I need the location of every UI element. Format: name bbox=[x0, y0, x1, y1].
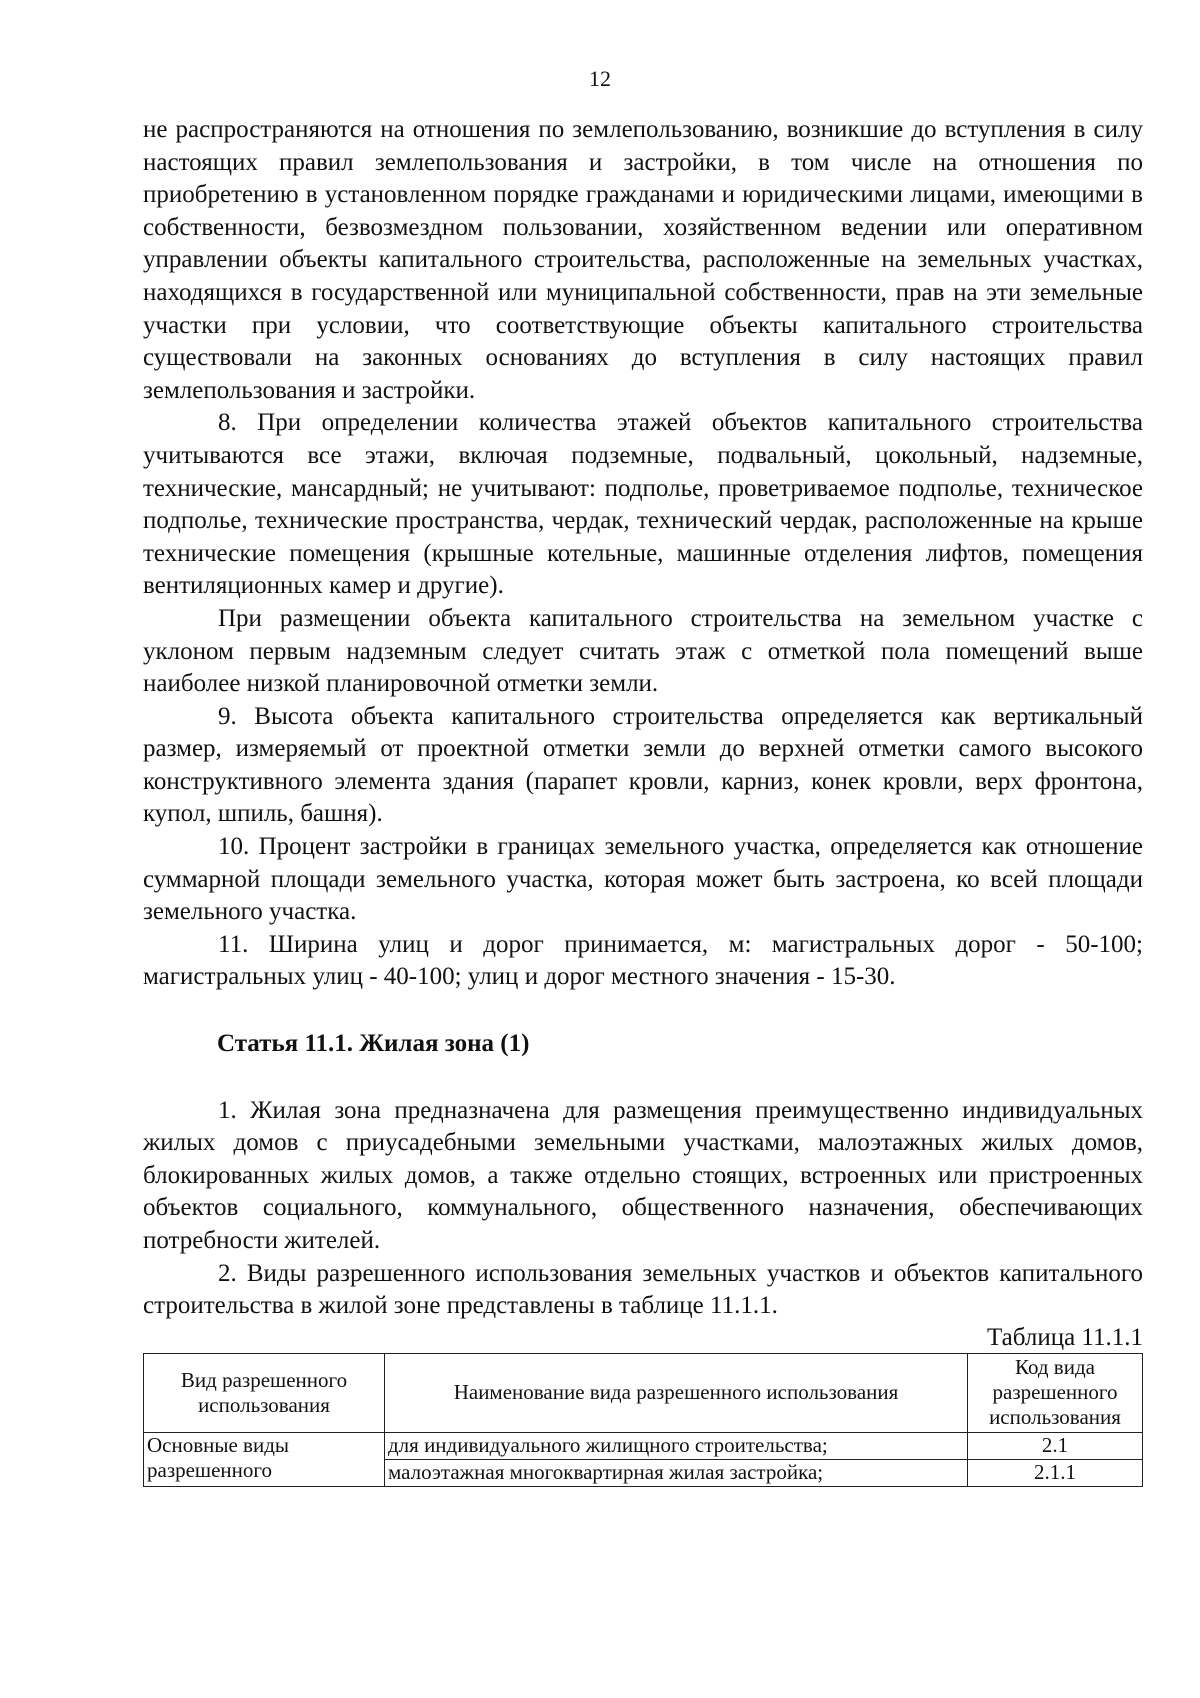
article-paragraph-1: 1. Жилая зона предназначена для размещения преимущественно индивидуальных жилых домов с приусадебными земельными участками, малоэтажных жилых домов, блокированных жилых домов, а также отдельно стоящих, встроенных или пристроенных объектов социального, коммунального, общественного назначения, обеспечивающих потребности жителей. bbox=[143, 1096, 1143, 1254]
usage-name-cell: малоэтажная многоквартирная жилая застройка; bbox=[385, 1459, 968, 1486]
paragraph-8-note: При размещении объекта капитального строительства на земельном участке с уклоном первым надземным следует считать этаж с отметкой пола помещений выше наиболее низкой планировочной отметки земли. bbox=[143, 604, 1143, 698]
usage-code-cell: 2.1 bbox=[968, 1432, 1143, 1459]
table-header-row bbox=[144, 1353, 1143, 1432]
table-caption: Таблица 11.1.1 bbox=[987, 1323, 1143, 1351]
paragraph-11: 11. Ширина улиц и дорог принимается, м: магистральных дорог - 50-100; магистральных улиц - 40-100; улиц и дорог местного значения - 15-30. bbox=[143, 930, 1143, 991]
page-number: 12 bbox=[589, 66, 611, 91]
document-body bbox=[143, 114, 1143, 1487]
group-label-cell: Основные виды разрешенного bbox=[144, 1432, 385, 1486]
table-row bbox=[144, 1432, 1143, 1459]
usage-name-cell: для индивидуального жилищного строительства; bbox=[385, 1432, 968, 1459]
usage-code-cell: 2.1.1 bbox=[968, 1459, 1143, 1486]
paragraph-continuation: не распространяются на отношения по землепользованию, возникшие до вступления в силу настоящих правил землепользования и застройки, в том числе на отношения по приобретению в установленном порядке гражданами и юридическими лицами, имеющими в собственности, безвозмездном пользовании, хозяйственном ведении или оперативном управлении объекты капитального строительства, расположенные на земельных участках, находящихся в государственной или муниципальной собственности, прав на эти земельные участки при условии, что соответствующие объекты капитального строительства существовали на законных основаниях до вступления в силу настоящих правил землепользования и застройки. bbox=[143, 116, 1143, 404]
header-usage-code: Код вида разрешенного использования bbox=[968, 1353, 1143, 1432]
article-paragraph-2: 2. Виды разрешенного использования земельных участков и объектов капитального строительства в жилой зоне представлены в таблице 11.1.1. bbox=[143, 1259, 1143, 1320]
paragraph-9: 9. Высота объекта капитального строительства определяется как вертикальный размер, измеряемый от проектной отметки земли до верхней отметки самого высокого конструктивного элемента здания (парапет кровли, карниз, конек кровли, верх фронтона, купол, шпиль, башня). bbox=[143, 702, 1143, 828]
header-usage-name: Наименование вида разрешенного использования bbox=[385, 1353, 968, 1432]
article-heading: Статья 11.1. Жилая зона (1) bbox=[217, 1030, 530, 1058]
paragraph-8: 8. При определении количества этажей объектов капитального строительства учитываются все этажи, включая подземные, подвальный, цокольный, надземные, технические, мансардный; не учитывают: подполье, проветриваемое подполье, техническое подполье, технические пространства, чердак, технический чердак, расположенные на крыше технические помещения (крышные котельные, машинные отделения лифтов, помещения вентиляционных камер и другие). bbox=[143, 409, 1143, 600]
paragraph-10: 10. Процент застройки в границах земельного участка, определяется как отношение суммарной площади земельного участка, которая может быть застроена, ко всей площади земельного участка. bbox=[143, 833, 1143, 926]
header-usage-type: Вид разрешенного использования bbox=[144, 1353, 385, 1432]
usage-table bbox=[143, 1353, 1143, 1487]
